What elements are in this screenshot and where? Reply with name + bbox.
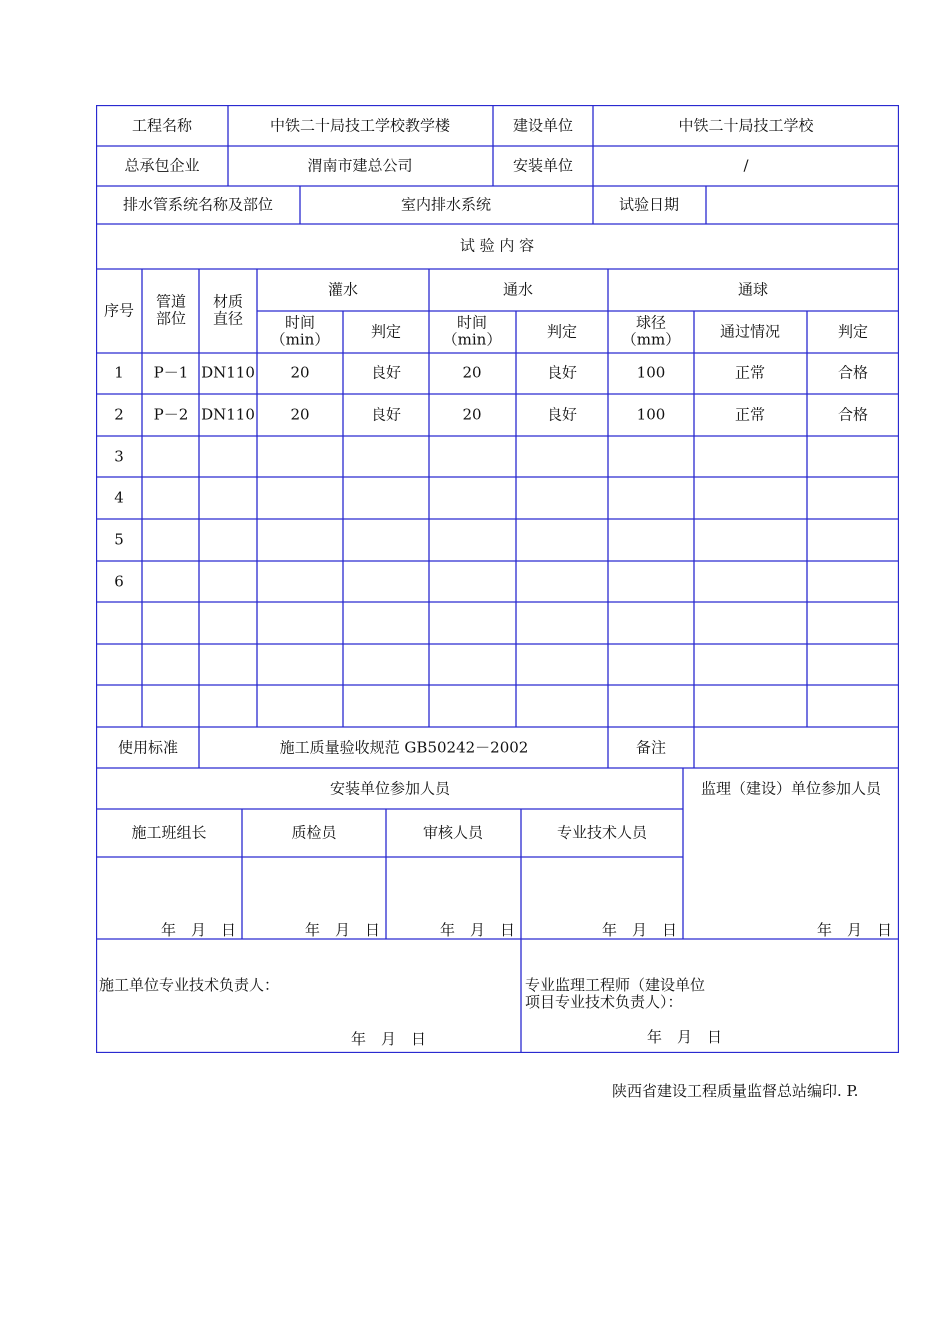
system-label: 排水管系统名称及部位 [122, 195, 274, 214]
row-1-ball-dia: 100 [636, 363, 666, 382]
col-pipe-part-2: 部位 [155, 309, 187, 328]
standard-label: 使用标准 [117, 738, 179, 757]
row-6-seq: 6 [114, 572, 124, 591]
install-personnel-title: 安装单位参加人员 [329, 779, 451, 798]
row-5-seq: 5 [114, 530, 124, 549]
standard-value: 施工质量验收规范 GB50242－2002 [279, 738, 529, 757]
builder-value: 中铁二十局技工学校 [678, 116, 814, 135]
date-supervisor: 年 月 日 [817, 921, 893, 939]
row-1-seq: 1 [114, 363, 124, 382]
row-2-fill-time: 20 [290, 405, 310, 424]
date-team-leader: 年 月 日 [161, 921, 237, 939]
row-1-fill-judge: 良好 [370, 363, 402, 382]
installer-label: 安装单位 [512, 156, 574, 175]
role-reviewer: 审核人员 [422, 823, 484, 842]
test-date-label: 试验日期 [618, 195, 680, 214]
col-material-2: 直径 [212, 309, 244, 328]
row-2-pipe: P－2 [153, 405, 189, 424]
role-team-leader: 施工班组长 [131, 823, 207, 842]
row-1-pass: 正常 [734, 363, 766, 382]
installer-value: / [743, 156, 749, 175]
col-fill-time-2: （min） [270, 330, 330, 349]
supervising-engineer-date: 年 月 日 [647, 1028, 723, 1046]
col-fill-judge: 判定 [370, 322, 402, 341]
col-flow-water: 通水 [502, 280, 534, 299]
row-1-ball-judge: 合格 [837, 363, 869, 382]
row-2-pass: 正常 [734, 405, 766, 424]
col-flow-judge: 判定 [546, 322, 578, 341]
publisher-footer: 陕西省建设工程质量监督总站编印. P. [612, 1082, 859, 1100]
row-1-dia: DN110 [201, 363, 255, 382]
col-ball: 通球 [737, 280, 769, 299]
row-2-fill-judge: 良好 [370, 405, 402, 424]
row-2-dia: DN110 [201, 405, 255, 424]
supervising-engineer-label-2: 项目专业技术负责人）： [525, 993, 683, 1011]
role-inspector: 质检员 [291, 823, 337, 842]
role-technician: 专业技术人员 [556, 823, 648, 842]
system-value: 室内排水系统 [400, 195, 492, 214]
row-2-flow-time: 20 [462, 405, 482, 424]
col-pipe-part-1: 管道 [155, 292, 187, 311]
date-technician: 年 月 日 [602, 921, 678, 939]
supervise-personnel-title: 监理（建设）单位参加人员 [700, 779, 882, 798]
row-1-flow-judge: 良好 [546, 363, 578, 382]
col-seq: 序号 [103, 301, 135, 320]
col-ball-dia-2: （mm） [621, 330, 681, 349]
col-flow-time-1: 时间 [456, 313, 488, 332]
construction-tech-lead-date: 年 月 日 [351, 1030, 427, 1048]
col-material-1: 材质 [212, 292, 244, 311]
test-content-title: 试 验 内 容 [459, 236, 535, 255]
row-2-flow-judge: 良好 [546, 405, 578, 424]
row-1-flow-time: 20 [462, 363, 482, 382]
row-1-fill-time: 20 [290, 363, 310, 382]
date-reviewer: 年 月 日 [440, 921, 516, 939]
row-2-ball-dia: 100 [636, 405, 666, 424]
row-4-seq: 4 [114, 488, 124, 507]
project-name-label: 工程名称 [131, 116, 193, 135]
contractor-value: 渭南市建总公司 [307, 156, 413, 175]
col-flow-time-2: （min） [442, 330, 502, 349]
construction-tech-lead-label: 施工单位专业技术负责人： [99, 976, 280, 994]
row-2-seq: 2 [114, 405, 124, 424]
contractor-label: 总承包企业 [124, 156, 200, 175]
col-ball-judge: 判定 [837, 322, 869, 341]
supervising-engineer-label-1: 专业监理工程师（建设单位 [525, 976, 706, 994]
col-pass-status: 通过情况 [719, 322, 781, 341]
project-name-value: 中铁二十局技工学校教学楼 [269, 116, 451, 135]
row-2-ball-judge: 合格 [837, 405, 869, 424]
remarks-label: 备注 [635, 738, 667, 757]
col-ball-dia-1: 球径 [635, 313, 667, 332]
row-1-pipe: P－1 [153, 363, 189, 382]
col-fill-water: 灌水 [327, 280, 359, 299]
builder-label: 建设单位 [512, 116, 574, 135]
test-record-table [96, 105, 899, 1053]
row-3-seq: 3 [114, 447, 124, 466]
date-inspector: 年 月 日 [305, 921, 381, 939]
col-fill-time-1: 时间 [284, 313, 316, 332]
